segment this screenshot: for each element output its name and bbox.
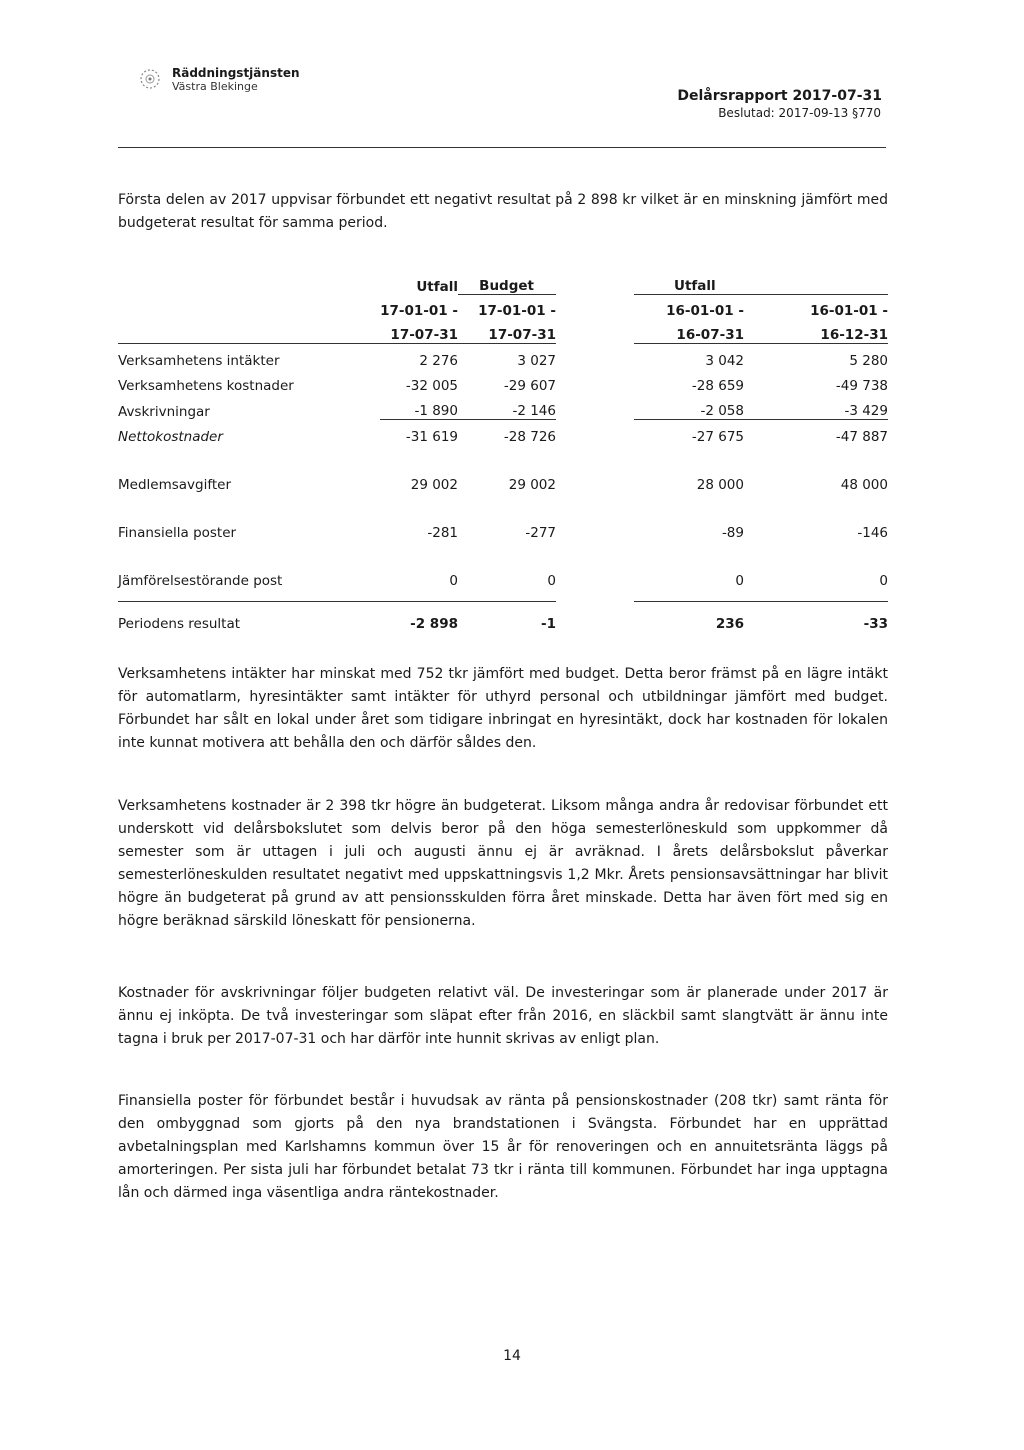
cell-value: 236 [634, 602, 744, 633]
col3-period-end: 16-07-31 [634, 319, 744, 344]
paragraph-text: Finansiella poster för förbundet består i huvudsak av ränta på pensionskostnader (208 tkr) samt ränta för den ombyggnad som gjorts på den nya brandstationen i Svängsta. Förbundet har en upprättad avbetalningsplan med Karlshamns kommun över 15 år för renoveringen och en annuitetsränta läggs på amorteringen. Per sista juli har förbundet betalat 73 tkr i ränta till kommunen. Förbundet har inga upptagna lån och därmed inga väsentliga andra räntekostnader. [118, 1093, 888, 1201]
cell-value: 28 000 [696, 477, 744, 493]
costs-paragraph [118, 795, 888, 933]
table-row [118, 564, 888, 589]
paragraph-text: Verksamhetens intäkter har minskat med 752 tkr jämfört med budget. Detta beror främst på en lägre intäkt för automatlarm, hyresintäkter samt intäkter för uthyrd personal och utbildningar jämfört med budget. Förbundet har sålt en lokal under året som tidigare inbringat en hyresintäkt, dock har kostnaden för lokalen inte kunnat motivera att behålla den och därför såldes den. [118, 666, 888, 751]
cell-value: -2 058 [634, 394, 744, 420]
row-label: Nettokostnader [118, 429, 223, 445]
cell-value: 0 [547, 573, 556, 589]
cell-value: -3 429 [744, 394, 888, 420]
cell-value: 5 280 [849, 353, 888, 369]
organization-subtitle: Västra Blekinge [172, 80, 258, 93]
cell-value: -47 887 [835, 429, 888, 445]
cell-value: -1 890 [380, 394, 458, 420]
header-actual-2016: Utfall [674, 278, 716, 294]
cell-value: -2 898 [380, 602, 458, 633]
report-title: Delårsrapport 2017-07-31 [677, 88, 882, 104]
financial-summary-table [118, 268, 888, 632]
table-row-result [118, 602, 888, 633]
intro-paragraph [118, 189, 888, 235]
cell-value: -29 607 [503, 378, 556, 394]
cell-value: -2 146 [458, 394, 556, 420]
table-row [118, 468, 888, 493]
col1-period-start: 17-01-01 - [380, 303, 458, 319]
cell-value: 3 042 [705, 353, 744, 369]
cell-value: -281 [427, 525, 458, 541]
col4-period-start: 16-01-01 - [810, 303, 888, 319]
cell-value: -27 675 [691, 429, 744, 445]
table-row [118, 420, 888, 446]
row-label: Periodens resultat [118, 602, 380, 633]
depreciation-paragraph [118, 982, 888, 1051]
cell-value: -28 726 [503, 429, 556, 445]
cell-value: -33 [744, 602, 888, 633]
table-group-header-row [118, 268, 888, 295]
table-row [118, 344, 888, 370]
cell-value: -31 619 [405, 429, 458, 445]
row-label: Verksamhetens intäkter [118, 353, 280, 369]
report-decision-date: Beslutad: 2017-09-13 §770 [718, 106, 881, 120]
header-actual-2017: Utfall [416, 278, 458, 295]
table-row [118, 516, 888, 541]
cell-value: -49 738 [835, 378, 888, 394]
organization-name: Räddningstjänsten [172, 66, 300, 80]
cell-value: -28 659 [691, 378, 744, 394]
col2-period-end: 17-07-31 [458, 319, 556, 344]
col1-period-end: 17-07-31 [380, 319, 458, 344]
col3-period-start: 16-01-01 - [666, 303, 744, 319]
page-number: 14 [503, 1348, 521, 1364]
col4-period-end: 16-12-31 [744, 319, 888, 344]
cell-value: 0 [879, 573, 888, 589]
row-label: Verksamhetens kostnader [118, 378, 294, 394]
organization-logo-icon [138, 66, 162, 92]
col2-period-start: 17-01-01 - [478, 303, 556, 319]
paragraph-text: Kostnader för avskrivningar följer budgeten relativt väl. De investeringar som är planerade under 2017 är ännu ej inköpta. De två investeringar som släpat efter från 2016, en släckbil samt slangtvätt är ännu inte tagna i bruk per 2017-07-31 och har därför inte hunnit skrivas av enligt plan. [118, 985, 888, 1047]
header-divider [118, 147, 886, 148]
paragraph-text: Verksamhetens kostnader är 2 398 tkr högre än budgeterat. Liksom många andra år redovisar förbundet ett underskott vid delårsbokslutet som delvis beror på den höga semesterlöneskuld som uppkommer då semester som är uttagen i juli och augusti ännu ej är avräknad. I årets delårsbokslut påverkar semesterlöneskulden resultatet negativt med uppskattningsvis 1,2 Mkr. Årets pensionsavsättningar har blivit högre än budgeterat på grund av att pensionsskulden förra året minskade. Detta har även fört med sig en högre beräknad särskild löneskatt för pensionerna. [118, 798, 888, 929]
cell-value: -89 [721, 525, 744, 541]
row-label: Jämförelsestörande post [118, 573, 283, 589]
cell-value: -1 [458, 602, 556, 633]
table-row [118, 394, 888, 420]
revenue-paragraph [118, 663, 888, 755]
cell-value: -277 [525, 525, 556, 541]
cell-value: 0 [735, 573, 744, 589]
header-budget-2017: Budget [479, 278, 534, 294]
intro-text: Första delen av 2017 uppvisar förbundet ett negativt resultat på 2 898 kr vilket är en minskning jämfört med budgeterat resultat för samma period. [118, 192, 888, 231]
cell-value: 3 027 [517, 353, 556, 369]
table-period-start-row [118, 295, 888, 320]
cell-value: 0 [449, 573, 458, 589]
cell-value: 48 000 [840, 477, 888, 493]
row-label: Finansiella poster [118, 525, 237, 541]
financial-items-paragraph [118, 1090, 888, 1205]
cell-value: -146 [857, 525, 888, 541]
cell-value: -32 005 [405, 378, 458, 394]
cell-value: 29 002 [508, 477, 556, 493]
table-row [118, 369, 888, 394]
row-label: Avskrivningar [118, 403, 210, 420]
cell-value: 29 002 [410, 477, 458, 493]
table-period-end-row [118, 319, 888, 344]
cell-value: 2 276 [419, 353, 458, 369]
row-label: Medlemsavgifter [118, 477, 232, 493]
